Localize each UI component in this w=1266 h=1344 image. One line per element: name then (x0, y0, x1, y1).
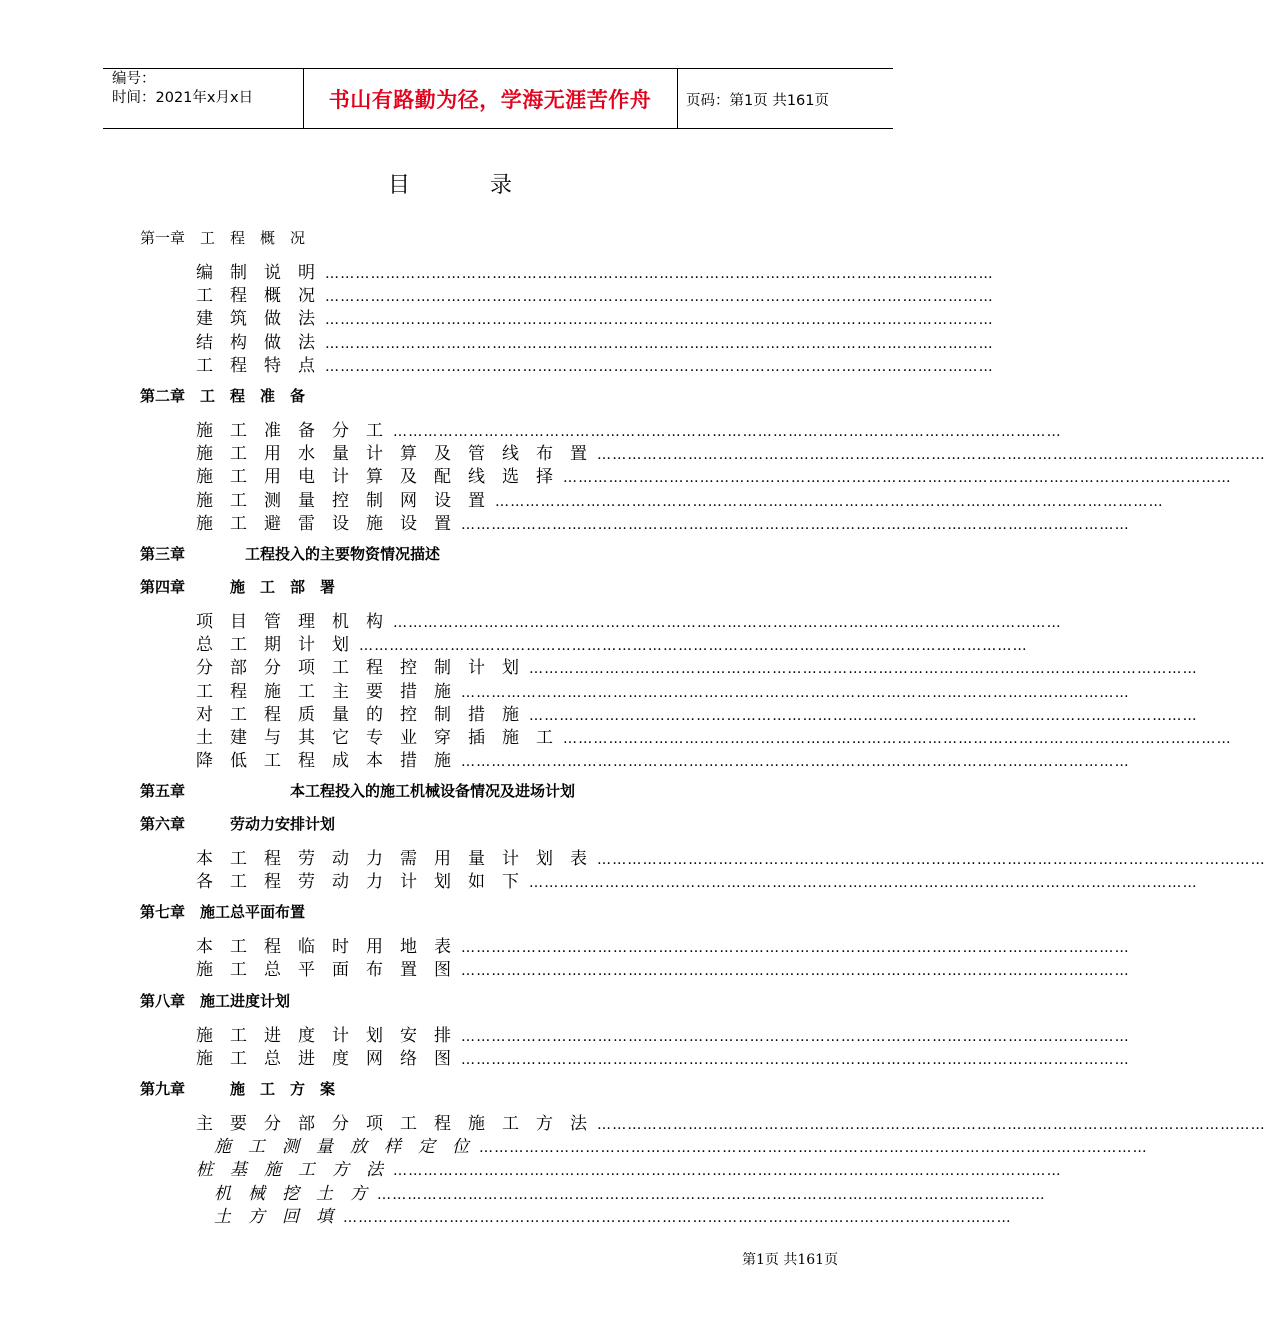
page-footer: 第1页 共161页 (742, 1252, 839, 1268)
toc-entry (196, 1109, 1266, 1134)
toc-leader-dots: …………………………………………………………………………………………………………………… (529, 661, 1198, 678)
toc-leader-dots: …………………………………………………………………………………………………………………… (563, 470, 1232, 487)
toc-entry (196, 486, 1164, 511)
header-meta (112, 70, 302, 108)
toc-leader-dots: …………………………………………………………………………………………………………………… (479, 1140, 1148, 1157)
toc-leader-dots: …………………………………………………………………………………………………………………… (325, 335, 994, 352)
chapter-heading: 第二章 工 程 准 备 (140, 387, 306, 405)
toc-leader-dots: …………………………………………………………………………………………………………………… (343, 1209, 1012, 1226)
toc-entry-label: 项 目 管 理 机 构 (196, 612, 383, 632)
toc-entry-label: 土 方 回 填 (214, 1206, 333, 1227)
toc-leader-dots: …………………………………………………………………………………………………………………… (461, 1029, 1130, 1045)
toc-leader-dots: …………………………………………………………………………………………………………………… (597, 852, 1266, 868)
header-bottom-rule (103, 128, 893, 129)
toc-entry-label: 分 部 分 项 工 程 控 制 计 划 (196, 658, 519, 679)
header-divider-2 (677, 68, 678, 128)
header-page-info: 页码：第1页 共161页 (686, 93, 830, 109)
toc-entry-label: 施 工 测 量 控 制 网 设 置 (196, 490, 485, 511)
chapter-heading: 第七章 施工总平面布置 (140, 903, 306, 921)
toc-entry (196, 746, 1130, 772)
toc-entry-label: 施 工 总 进 度 网 络 图 (196, 1049, 451, 1070)
header-slogan: 书山有路勤为径，学海无涯苦作舟 (328, 88, 652, 112)
toc-entry (196, 351, 994, 376)
toc-entry-label: 主 要 分 部 分 项 工 程 施 工 方 法 (196, 1114, 587, 1134)
chapter-heading: 第六章 劳动力安排计划 (140, 815, 336, 833)
toc-leader-dots: …………………………………………………………………………………………………………………… (597, 447, 1266, 464)
toc-entry (196, 955, 1130, 981)
toc-leader-dots: …………………………………………………………………………………………………………………… (325, 289, 994, 306)
toc-leader-dots: …………………………………………………………………………………………………………………… (461, 754, 1130, 771)
toc-leader-dots: …………………………………………………………………………………………………………………… (393, 424, 1062, 440)
toc-entry-label: 工 程 施 工 主 要 措 施 (196, 681, 451, 702)
toc-entry (196, 258, 994, 283)
toc-entry (196, 867, 1198, 893)
toc-entry-label: 施 工 避 雷 设 施 设 置 (196, 513, 451, 534)
toc-entry-label: 施 工 总 平 面 布 置 图 (196, 960, 451, 981)
toc-title: 目录 (387, 173, 592, 198)
toc-entry (196, 281, 994, 307)
toc-leader-dots: …………………………………………………………………………………………………………………… (529, 707, 1198, 724)
toc-entry-label: 对 工 程 质 量 的 控 制 措 施 (196, 704, 519, 725)
toc-entry (196, 932, 1130, 957)
toc-entry (196, 439, 1266, 465)
toc-entry-label: 机 械 挖 土 方 (214, 1183, 367, 1204)
toc-entry (196, 677, 1130, 702)
date-label: 时间：2021年x月x日 (112, 90, 254, 106)
toc-entry-label: 结 构 做 法 (196, 332, 315, 353)
toc-entry-label: 工 程 特 点 (196, 355, 315, 376)
toc-entry-label: 施 工 准 备 分 工 (196, 421, 383, 441)
toc-entry (214, 1179, 1046, 1204)
toc-entry (196, 1044, 1130, 1070)
toc-entry (196, 700, 1198, 725)
toc-entry-label: 施 工 测 量 放 样 定 位 (214, 1137, 469, 1158)
toc-entry (196, 844, 1266, 869)
toc-entry (196, 630, 1028, 656)
toc-entry (196, 607, 1062, 632)
chapter-heading: 第五章 本工程投入的施工机械设备情况及进场计划 (140, 782, 576, 800)
toc-leader-dots: …………………………………………………………………………………………………………………… (597, 1117, 1266, 1133)
toc-leader-dots: …………………………………………………………………………………………………………………… (461, 516, 1130, 533)
toc-entry-label: 桩 基 施 工 方 法 (196, 1160, 383, 1181)
toc-entry-label: 施 工 用 电 计 算 及 配 线 选 择 (196, 467, 553, 488)
toc-leader-dots: …………………………………………………………………………………………………………………… (325, 266, 994, 282)
toc-entry-label: 工 程 概 况 (196, 286, 315, 307)
toc-entry (196, 304, 994, 330)
toc-entry (196, 723, 1232, 748)
toc-entry-label: 总 工 期 计 划 (196, 635, 349, 656)
toc-leader-dots: …………………………………………………………………………………………………………………… (563, 731, 1232, 747)
toc-entry (196, 328, 994, 353)
toc-entry-label: 土 建 与 其 它 专 业 穿 插 施 工 (196, 728, 553, 748)
toc-entry (196, 509, 1130, 534)
chapter-heading: 第九章 施 工 方 案 (140, 1080, 336, 1098)
toc-entry (196, 1155, 1062, 1181)
toc-entry (214, 1202, 1012, 1227)
toc-leader-dots: …………………………………………………………………………………………………………………… (325, 358, 994, 375)
toc-entry (196, 416, 1062, 441)
toc-leader-dots: …………………………………………………………………………………………………………………… (393, 1163, 1062, 1180)
chapter-heading: 第三章 工程投入的主要物资情况描述 (140, 545, 441, 563)
toc-leader-dots: …………………………………………………………………………………………………………………… (461, 940, 1130, 956)
header-top-rule (103, 68, 893, 69)
toc-leader-dots: …………………………………………………………………………………………………………………… (359, 638, 1028, 655)
chapter-heading: 第一章 工 程 概 况 (140, 229, 306, 247)
toc-entry-label: 编 制 说 明 (196, 263, 315, 283)
toc-entry (196, 653, 1198, 679)
toc-entry (196, 462, 1232, 488)
toc-entry-label: 施 工 用 水 量 计 算 及 管 线 布 置 (196, 444, 587, 465)
toc-entry (196, 1021, 1130, 1046)
toc-leader-dots: …………………………………………………………………………………………………………………… (529, 875, 1198, 892)
toc-leader-dots: …………………………………………………………………………………………………………………… (325, 312, 994, 329)
toc-entry-label: 施 工 进 度 计 划 安 排 (196, 1026, 451, 1046)
serial-label: 编号： (112, 71, 156, 87)
chapter-heading: 第四章 施 工 部 署 (140, 578, 336, 596)
toc-leader-dots: …………………………………………………………………………………………………………………… (461, 963, 1130, 980)
toc-entry-label: 本 工 程 劳 动 力 需 用 量 计 划 表 (196, 849, 587, 869)
toc-leader-dots: …………………………………………………………………………………………………………………… (377, 1186, 1046, 1203)
toc-entry-label: 建 筑 做 法 (196, 309, 315, 330)
toc-entry-label: 各 工 程 劳 动 力 计 划 如 下 (196, 872, 519, 893)
toc-leader-dots: …………………………………………………………………………………………………………………… (495, 493, 1164, 510)
toc-entry (214, 1132, 1148, 1158)
chapter-heading: 第八章 施工进度计划 (140, 992, 291, 1010)
toc-entry-label: 本 工 程 临 时 用 地 表 (196, 937, 451, 957)
toc-leader-dots: …………………………………………………………………………………………………………………… (461, 684, 1130, 701)
toc-leader-dots: …………………………………………………………………………………………………………………… (393, 615, 1062, 631)
toc-leader-dots: …………………………………………………………………………………………………………………… (461, 1052, 1130, 1069)
toc-entry-label: 降 低 工 程 成 本 措 施 (196, 751, 451, 772)
